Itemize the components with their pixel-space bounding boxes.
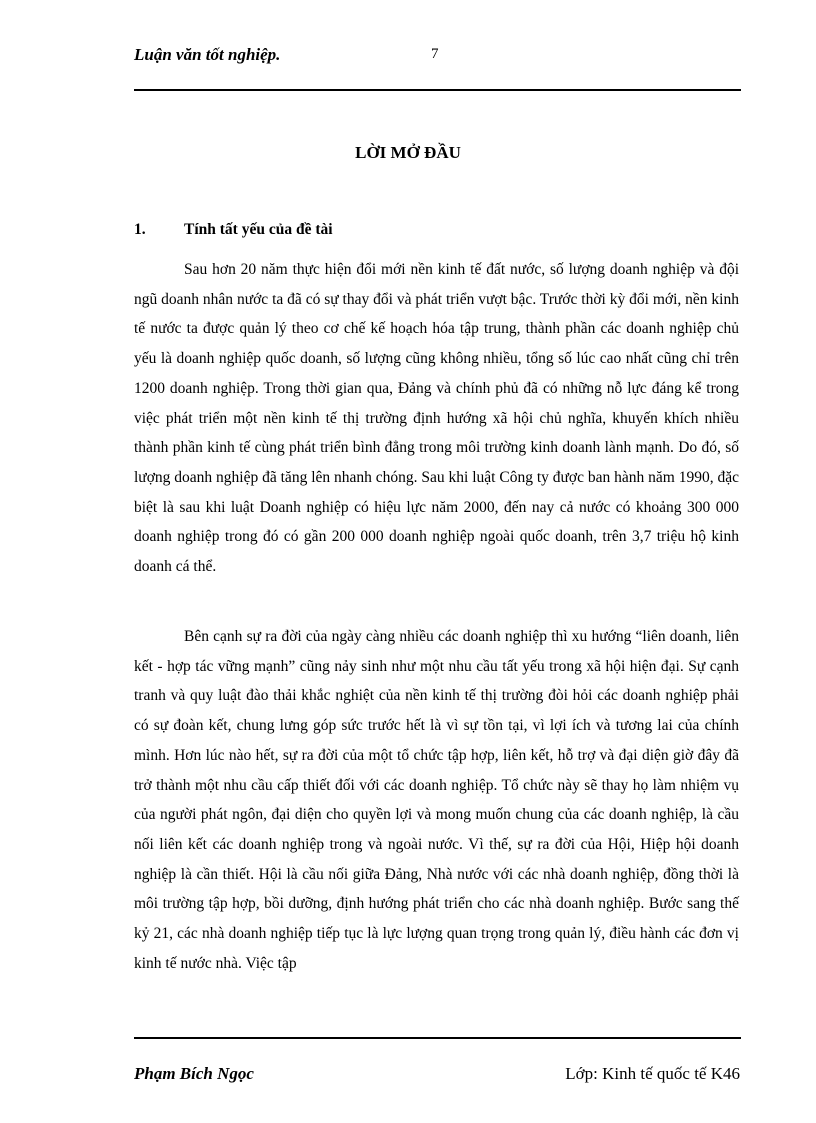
main-heading: LỜI MỞ ĐẦU bbox=[355, 143, 461, 162]
body-paragraph-1: Sau hơn 20 năm thực hiện đổi mới nền kinh tế đất nước, số lượng doanh nghiệp và đội ngũ doanh nhân nước ta đã có sự thay đổi và phát triển vượt bậc. Trước thời kỳ đổi mới, nền kinh tế nước ta được quản lý theo cơ chế kế hoạch hóa tập trung, thành phần các doanh nghiệp chủ yếu là doanh nghiệp quốc doanh, số lượng cũng không nhiều, tổng số lúc cao nhất cũng chỉ trên 1200 doanh nghiệp. Trong thời gian qua, Đảng và chính phủ đã có những nỗ lực đáng kể trong việc phát triển một nền kinh tế thị trường định hướng xã hội chủ nghĩa, khuyến khích nhiều thành phần kinh tế cùng phát triển bình đẳng trong môi trường kinh doanh lành mạnh. Do đó, số lượng doanh nghiệp đã tăng lên nhanh chóng. Sau khi luật Công ty được ban hành năm 1990, đặc biệt là sau khi luật Doanh nghiệp có hiệu lực năm 2000, đến nay cả nước có khoảng 300 000 doanh nghiệp trong đó có gần 200 000 doanh nghiệp ngoài quốc doanh, trên 3,7 triệu hộ kinh doanh cá thể. bbox=[134, 261, 739, 576]
footer-class-label: Lớp: Kinh tế quốc tế K46 bbox=[565, 1064, 740, 1083]
header-divider bbox=[134, 89, 741, 91]
header-title: Luận văn tốt nghiệp. bbox=[134, 45, 281, 64]
section-heading bbox=[134, 221, 333, 239]
section-title: Tính tất yếu của đề tài bbox=[184, 221, 333, 238]
footer-divider bbox=[134, 1037, 741, 1039]
footer-author: Phạm Bích Ngọc bbox=[134, 1064, 254, 1083]
page-number: 7 bbox=[431, 46, 439, 62]
section-number: 1. bbox=[134, 221, 146, 238]
body-paragraph-2: Bên cạnh sự ra đời của ngày càng nhiều các doanh nghiệp thì xu hướng “liên doanh, liên kết - hợp tác vững mạnh” cũng nảy sinh như một nhu cầu tất yếu trong xã hội hiện đại. Sự cạnh tranh và quy luật đào thải khắc nghiệt của nền kinh tế thị trường đòi hỏi các doanh nghiệp phải có sự đoàn kết, chung lưng góp sức trước hết là vì sự tồn tại, vì lợi ích và tương lai của chính mình. Hơn lúc nào hết, sự ra đời của một tổ chức tập hợp, liên kết, hỗ trợ và đại diện giờ đây đã trở thành một nhu cầu cấp thiết đối với các doanh nghiệp. Tổ chức này sẽ thay họ làm nhiệm vụ của người phát ngôn, đại diện cho quyền lợi và mong muốn chung của các doanh nghiệp, là cầu nối liên kết các doanh nghiệp trong và ngoài nước. Vì thế, sự ra đời của Hội, Hiệp hội doanh nghiệp là cần thiết. Hội là cầu nối giữa Đảng, Nhà nước với các nhà doanh nghiệp, đồng thời là môi trường tập hợp, bồi dưỡng, định hướng phát triển cho các nhà doanh nghiệp. Bước sang thế kỷ 21, các nhà doanh nghiệp tiếp tục là lực lượng quan trọng trong quản lý, điều hành các đơn vị kinh tế nước nhà. Việc tập bbox=[134, 628, 739, 972]
